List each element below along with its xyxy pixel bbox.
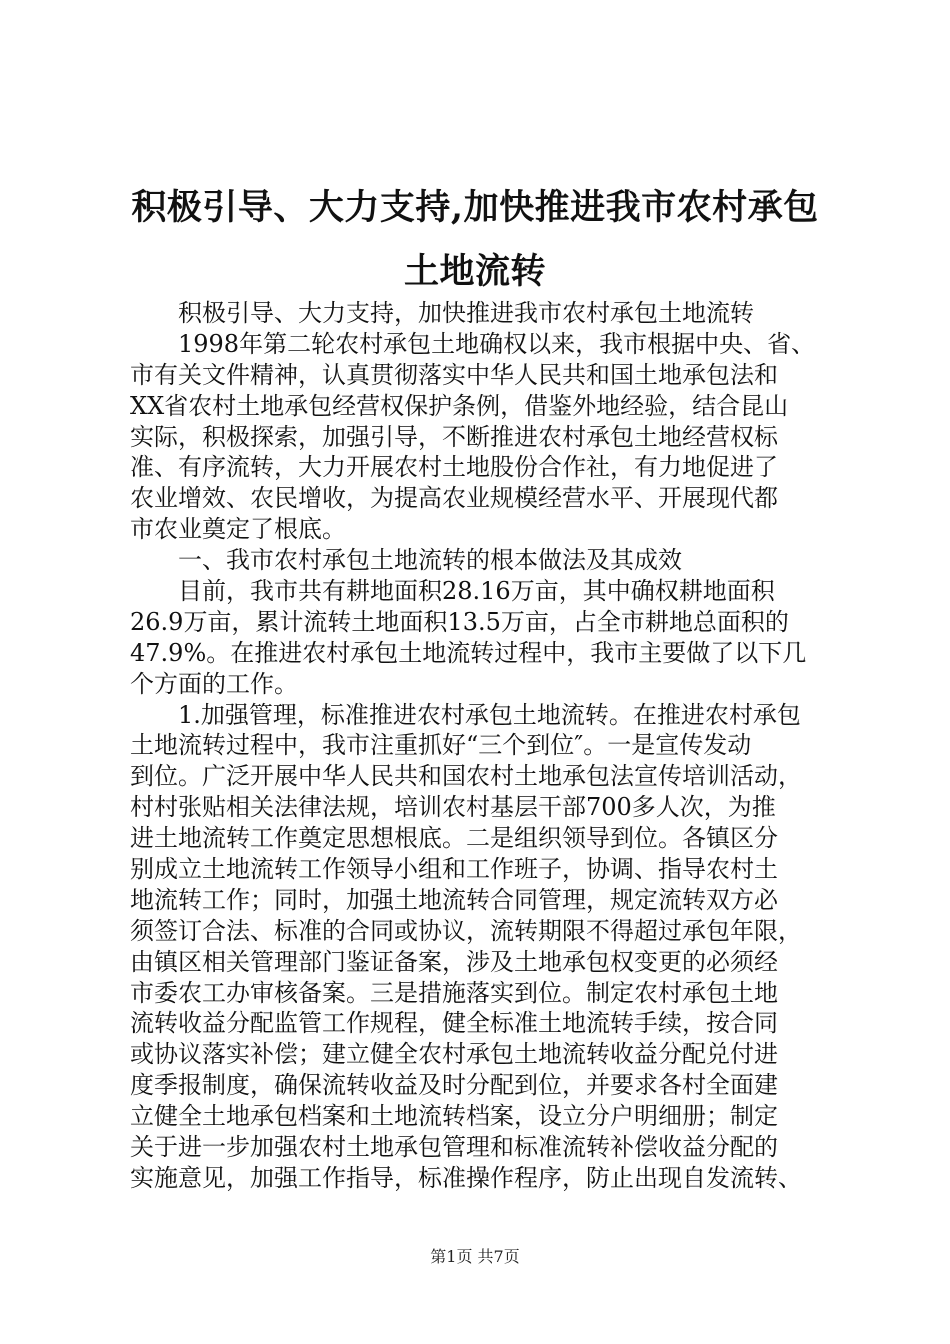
body-text-line: 市委农工办审核备案。三是措施落实到位。制定农村承包土地 bbox=[130, 978, 778, 1007]
body-text-line: 立健全土地承包档案和土地流转档案，设立分户明细册；制定 bbox=[130, 1102, 778, 1131]
body-text-line: 到位。广泛开展中华人民共和国农村土地承包法宣传培训活动， bbox=[130, 762, 802, 791]
body-text-line: 实施意见，加强工作指导，标准操作程序，防止出现自发流转、 bbox=[130, 1163, 802, 1192]
body-text-line: 别成立土地流转工作领导小组和工作班子，协调、指导农村土 bbox=[130, 855, 778, 884]
body-text-line: 由镇区相关管理部门鉴证备案，涉及土地承包权变更的必须经 bbox=[130, 947, 778, 976]
body-text-line: 实际，积极探索，加强引导，不断推进农村承包土地经营权标 bbox=[130, 422, 778, 451]
page-footer: 第1页 共7页 bbox=[430, 1247, 520, 1266]
body-text-line: 进土地流转工作奠定思想根底。二是组织领导到位。各镇区分 bbox=[130, 824, 778, 853]
body-text-line: 关于进一步加强农村土地承包管理和标准流转补偿收益分配的 bbox=[130, 1133, 778, 1162]
body-text-line: 土地流转过程中，我市注重抓好“三个到位″。一是宣传发动 bbox=[130, 731, 752, 760]
body-text-line: 村村张贴相关法律法规，培训农村基层干部700多人次，为推 bbox=[130, 793, 776, 822]
body-text-line: 1998年第二轮农村承包土地确权以来，我市根据中央、省、 bbox=[178, 329, 816, 358]
document-title-line-1: 积极引导、大力支持,加快推进我市农村承包 bbox=[131, 187, 819, 228]
body-text-line: 度季报制度，确保流转收益及时分配到位，并要求各村全面建 bbox=[130, 1071, 778, 1100]
body-text-line: 1.加强管理，标准推进农村承包土地流转。在推进农村承包 bbox=[178, 700, 801, 729]
body-text-line: 目前，我市共有耕地面积28.16万亩，其中确权耕地面积 bbox=[178, 577, 775, 606]
body-text-line: 市农业奠定了根底。 bbox=[130, 515, 346, 544]
body-text-line: 一、我市农村承包土地流转的根本做法及其成效 bbox=[178, 546, 682, 575]
body-text-line: 26.9万亩，累计流转土地面积13.5万亩，占全市耕地总面积的 bbox=[130, 607, 789, 636]
body-text-line: XX省农村土地承包经营权保护条例，借鉴外地经验，结合昆山 bbox=[130, 391, 789, 420]
body-text-line: 或协议落实补偿；建立健全农村承包土地流转收益分配兑付进 bbox=[130, 1040, 778, 1069]
body-text-line: 个方面的工作。 bbox=[130, 669, 298, 698]
body-text-line: 流转收益分配监管工作规程，健全标准土地流转手续，按合同 bbox=[130, 1009, 778, 1038]
body-text-line: 农业增效、农民增收，为提高农业规模经营水平、开展现代都 bbox=[130, 484, 778, 513]
body-text-line: 积极引导、大力支持，加快推进我市农村承包土地流转 bbox=[178, 299, 754, 327]
document-body bbox=[130, 298, 835, 1194]
body-text-line: 市有关文件精神，认真贯彻落实中华人民共和国土地承包法和 bbox=[130, 360, 778, 389]
body-text-line: 地流转工作；同时，加强土地流转合同管理，规定流转双方必 bbox=[130, 885, 778, 914]
document-title-line-2: 土地流转 bbox=[403, 251, 546, 292]
body-text-line: 准、有序流转，大力开展农村土地股份合作社，有力地促进了 bbox=[130, 453, 778, 482]
body-text-line: 47.9%。在推进农村承包土地流转过程中，我市主要做了以下几 bbox=[130, 638, 807, 667]
body-text-line: 须签订合法、标准的合同或协议，流转期限不得超过承包年限， bbox=[130, 916, 802, 945]
